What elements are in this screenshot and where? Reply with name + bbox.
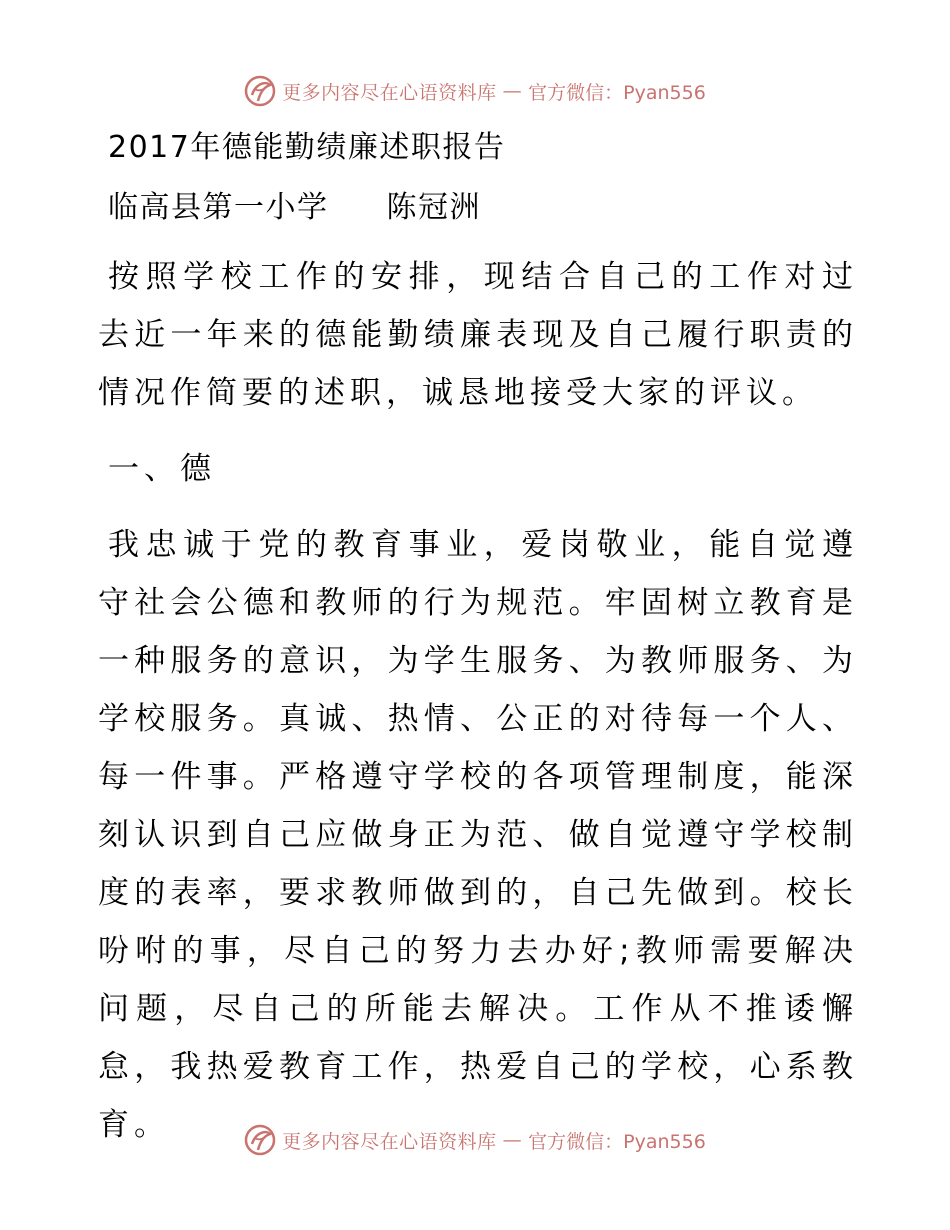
header-watermark-banner bbox=[0, 71, 950, 111]
section-heading-virtue: 一、德 bbox=[108, 451, 216, 487]
intro-paragraph: 按照学校工作的安排，现结合自己的工作对过去近一年来的德能勤绩廉表现及自己履行职责的情况作简要的述职，诚恳地接受大家的评议。 bbox=[98, 259, 858, 411]
school-name: 临高县第一小学 bbox=[108, 190, 329, 225]
contact-text: 官方微信：Pyan556 bbox=[528, 1130, 706, 1153]
promo-text: 更多内容尽在心语资料库 bbox=[282, 1130, 497, 1153]
author-name: 陈冠洲 bbox=[386, 190, 481, 225]
leaf-swirl-logo-icon bbox=[244, 1124, 276, 1156]
section-virtue-paragraph: 我忠诚于党的教育事业，爱岗敬业，能自觉遵守社会公德和教师的行为规范。牢固树立教育是一种服务的意识，为学生服务、为教师服务、为学校服务。真诚、热情、公正的对待每一个人、每一件事。严格遵守学校的各项管理制度，能深刻认识到自己应做身正为范、做自觉遵守学校制度的表率，要求教师做到的，自己先做到。校长吩咐的事，尽自己的努力去办好;教师需要解决问题，尽自己的所能去解决。工作从不推诿懈怠，我热爱教育工作，热爱自己的学校，心系教育。 bbox=[98, 527, 858, 1143]
footer-watermark-banner bbox=[0, 1120, 950, 1160]
leaf-swirl-logo-icon bbox=[244, 75, 276, 107]
document-title: 2017年德能勤绩廉述职报告 bbox=[108, 130, 506, 165]
promo-dash: — bbox=[502, 1129, 523, 1151]
author-line bbox=[108, 178, 858, 238]
document-body bbox=[98, 118, 858, 1154]
contact-text: 官方微信：Pyan556 bbox=[528, 81, 706, 104]
promo-text: 更多内容尽在心语资料库 bbox=[282, 81, 497, 104]
promo-dash: — bbox=[502, 80, 523, 102]
